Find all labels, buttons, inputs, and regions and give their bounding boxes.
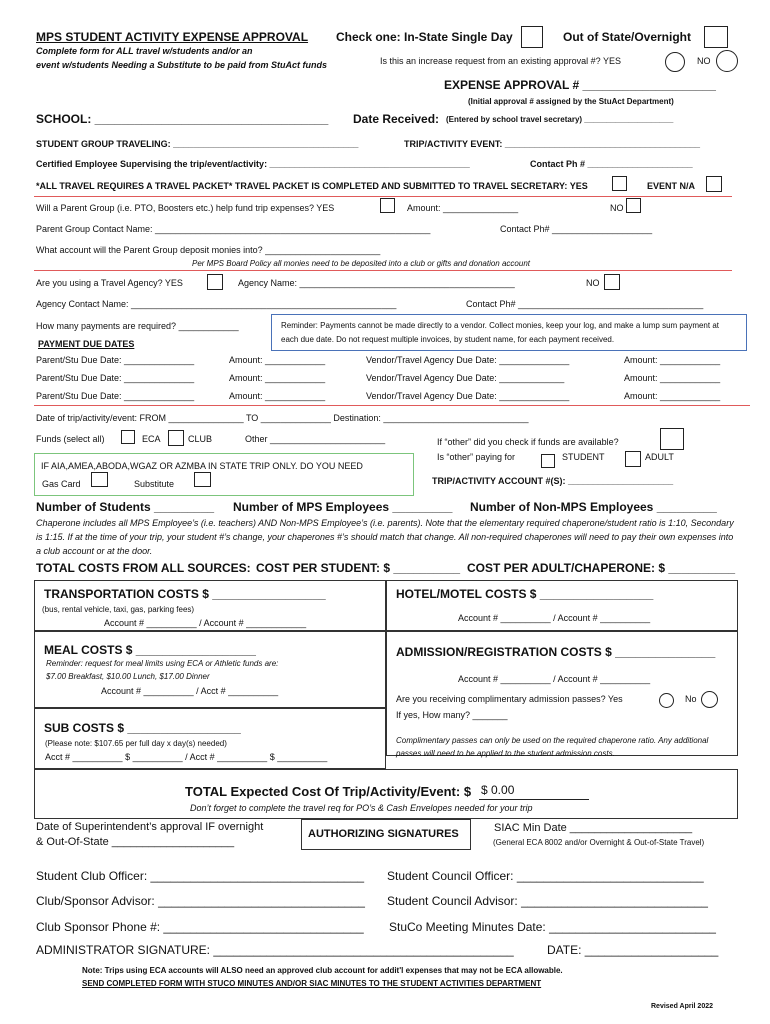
- chaperone-note: Chaperone includes all MPS Employee’s (i.e. teachers) AND Non-MPS Employee’s (i.e. parents). Note that the elementary required chaperone/student ratio is 1:10, Secondary is 1:15. If at the time of your trip, your student #’s change, your chaperones #’s should match that change. All non-required chaperones will need to pay their own expenses into a club account or at the door.: [36, 518, 734, 556]
- increase-no-label: NO: [697, 56, 711, 66]
- travel-packet-yes-checkbox[interactable]: [612, 176, 627, 191]
- student-council-officer-field[interactable]: Student Council Officer: ____________________________: [387, 869, 704, 883]
- parent-contact-name-field[interactable]: Parent Group Contact Name: _______________________________________________________: [36, 224, 431, 234]
- parent-due-date-1[interactable]: Parent/Stu Due Date: ______________: [36, 355, 195, 365]
- school-field[interactable]: SCHOOL: ___________________________________: [36, 112, 329, 126]
- date-received-field[interactable]: (Entered by school travel secretary) ____________________: [446, 115, 674, 124]
- admission-costs-box: [386, 631, 738, 756]
- total-costs-label: TOTAL COSTS FROM ALL SOURCES:: [36, 561, 251, 575]
- revised-date: Revised April 2022: [651, 1003, 713, 1010]
- other-adult-label: ADULT: [645, 452, 674, 462]
- aia-trip-box: [34, 453, 414, 496]
- travel-packet-requirement: *ALL TRAVEL REQUIRES A TRAVEL PACKET* TRAVEL PACKET IS COMPLETED AND SUBMITTED TO TRAVEL SECRETARY: YES: [36, 181, 588, 191]
- trip-dates-destination-field[interactable]: Date of trip/activity/event: FROM _______________ TO ______________ Destination: _____________________________: [36, 413, 529, 423]
- vendor-due-date-3[interactable]: Vendor/Travel Agency Due Date: ______________: [366, 391, 570, 401]
- meal-costs-box: [34, 631, 386, 708]
- in-state-checkbox[interactable]: [521, 26, 543, 48]
- transportation-account-field[interactable]: Account # __________ / Account # ____________: [104, 618, 307, 628]
- payment-reminder-text: Reminder: Payments cannot be made directly to a vendor. Collect monies, keep your log, and make a lump sum payment at each due date. Do not request multiple invoices, by student name, for each payment received.: [281, 321, 719, 344]
- authorizing-signatures-heading: AUTHORIZING SIGNATURES: [308, 828, 459, 840]
- initial-approval-note: (Initial approval # assigned by the StuAct Department): [468, 97, 674, 106]
- increase-yes-radio[interactable]: [665, 52, 685, 72]
- send-completed-form-note: SEND COMPLETED FORM WITH STUCO MINUTES AND/OR SIAC MINUTES TO THE STUDENT ACTIVITIES DEPARTMENT: [82, 979, 542, 988]
- transportation-costs-field[interactable]: TRANSPORTATION COSTS $ _________________: [44, 587, 326, 601]
- club-sponsor-advisor-field[interactable]: Club/Sponsor Advisor: _______________________________: [36, 894, 365, 908]
- funds-available-checkbox[interactable]: [660, 428, 684, 450]
- agency-name-field[interactable]: Agency Name: ___________________________________________: [238, 278, 515, 288]
- authorizing-signatures-box: [301, 819, 471, 850]
- hotel-account-field[interactable]: Account # __________ / Account # __________: [458, 613, 651, 623]
- other-paying-question: Is “other” paying for: [437, 452, 516, 462]
- siac-note: (General ECA 8002 and/or Overnight & Out-of-State Travel): [493, 838, 705, 847]
- event-na-checkbox[interactable]: [706, 176, 722, 192]
- total-value-underline: [479, 799, 589, 800]
- transportation-note: (bus, rental vehicle, taxi, gas, parking fees): [42, 605, 195, 614]
- other-funds-question: If “other” did you check if funds are available?: [437, 437, 619, 447]
- agency-contact-ph-field[interactable]: Contact Ph# _____________________________________: [466, 299, 704, 309]
- increase-no-radio[interactable]: [716, 50, 738, 72]
- travel-req-reminder: Don’t forget to complete the travel req for PO’s & Cash Envelopes needed for your trip: [190, 803, 533, 813]
- siac-min-date-field[interactable]: SIAC Min Date ____________________: [494, 822, 693, 834]
- transportation-costs-box: [34, 580, 386, 631]
- sub-account-field[interactable]: Acct # __________ $ __________ / Acct # __________ $ __________: [45, 752, 328, 762]
- gas-card-checkbox[interactable]: [91, 472, 108, 487]
- payments-required-field[interactable]: How many payments are required? ____________: [36, 321, 239, 331]
- superintendent-approval-line1: Date of Superintendent’s approval IF overnight: [36, 821, 264, 833]
- complimentary-note: Complimentary passes can only be used on the required chaperone ratio. Any additional passes will need to be applied to the student admission costs.: [396, 736, 709, 758]
- administrator-signature-field[interactable]: ADMINISTRATOR SIGNATURE: _____________________________________________: [36, 943, 514, 957]
- student-club-officer-field[interactable]: Student Club Officer: ________________________________: [36, 869, 365, 883]
- other-student-label: STUDENT: [562, 452, 605, 462]
- substitute-checkbox[interactable]: [194, 472, 211, 487]
- stuco-meeting-date-field[interactable]: StuCo Meeting Minutes Date: _________________________: [389, 920, 716, 934]
- how-many-passes-field[interactable]: If yes, How many? _______: [396, 710, 508, 720]
- gas-card-label: Gas Card: [42, 479, 81, 489]
- trip-account-field[interactable]: TRIP/ACTIVITY ACCOUNT #(S): _____________________: [432, 476, 674, 486]
- funds-label: Funds (select all): [36, 434, 105, 444]
- out-of-state-checkbox[interactable]: [704, 26, 728, 48]
- total-expected-cost-label: TOTAL Expected Cost Of Trip/Activity/Event: $: [185, 784, 472, 799]
- hotel-costs-box: [386, 580, 738, 631]
- date-received-label: Date Received:: [353, 112, 440, 126]
- agency-contact-name-field[interactable]: Agency Contact Name: _____________________________________________________: [36, 299, 397, 309]
- travel-agency-yes-checkbox[interactable]: [207, 274, 223, 290]
- sub-costs-note: (Please note: $107.65 per full day x day(s) needed): [45, 739, 227, 748]
- admission-costs-field[interactable]: ADMISSION/REGISTRATION COSTS $ _______________: [396, 645, 716, 659]
- club-label: CLUB: [188, 434, 213, 444]
- form-subtitle-line1: Complete form for ALL travel w/students and/or an: [36, 46, 253, 56]
- form-subtitle-line2: event w/students Needing a Substitute to be paid from StuAct funds: [36, 60, 328, 70]
- travel-agency-question: Are you using a Travel Agency? YES: [36, 278, 183, 288]
- vendor-amount-3[interactable]: Amount: ____________: [624, 391, 721, 401]
- out-of-state-label: Out of State/Overnight: [563, 30, 692, 44]
- eca-accounts-note: Note: Trips using ECA accounts will ALSO need an approved club account for addit'l expenses that may not be ECA allowable.: [82, 966, 563, 975]
- cost-per-adult-field[interactable]: COST PER ADULT/CHAPERONE: $ __________: [467, 561, 736, 575]
- certified-contact-field[interactable]: Contact Ph # _____________________: [530, 159, 693, 169]
- meal-costs-field[interactable]: MEAL COSTS $ __________________: [44, 643, 256, 657]
- eca-checkbox[interactable]: [121, 430, 135, 444]
- other-funds-field[interactable]: Other _______________________: [245, 434, 386, 444]
- payment-due-dates-heading: PAYMENT DUE DATES: [38, 339, 135, 349]
- number-of-mps-employees-field[interactable]: Number of MPS Employees _________: [233, 500, 453, 514]
- aia-trip-note: IF AIA,AMEA,ABODA,WGAZ OR AZMBA IN STATE TRIP ONLY. DO YOU NEED: [41, 461, 363, 471]
- expense-approval-number: EXPENSE APPROVAL # ____________________: [444, 78, 716, 92]
- sub-costs-box: [34, 708, 386, 769]
- club-sponsor-phone-field[interactable]: Club Sponsor Phone #: ______________________________: [36, 920, 364, 934]
- parent-group-question: Will a Parent Group (i.e. PTO, Boosters etc.) help fund trip expenses? YES: [36, 203, 335, 213]
- parent-amount-1[interactable]: Amount: ____________: [229, 355, 326, 365]
- sub-costs-field[interactable]: SUB COSTS $ _________________: [44, 721, 241, 735]
- substitute-label: Substitute: [134, 479, 175, 489]
- form-title: MPS STUDENT ACTIVITY EXPENSE APPROVAL: [36, 30, 309, 44]
- complimentary-question: Are you receiving complimentary admission passes? Yes: [396, 694, 623, 704]
- travel-agency-no-checkbox[interactable]: [604, 274, 620, 290]
- meal-account-field[interactable]: Account # __________ / Acct # __________: [101, 686, 279, 696]
- student-council-advisor-field[interactable]: Student Council Advisor: ____________________________: [387, 894, 708, 908]
- certified-employee-field[interactable]: Certified Employee Supervising the trip/event/activity: ________________________________________: [36, 159, 470, 169]
- parent-due-date-3[interactable]: Parent/Stu Due Date: ______________: [36, 391, 195, 401]
- parent-due-date-2[interactable]: Parent/Stu Due Date: ______________: [36, 373, 195, 383]
- complimentary-no-radio[interactable]: [701, 691, 718, 708]
- complimentary-no-label: No: [685, 694, 697, 704]
- admission-account-field[interactable]: Account # __________ / Account # __________: [458, 674, 651, 684]
- parent-group-yes-checkbox[interactable]: [380, 198, 395, 213]
- travel-agency-no-label: NO: [586, 278, 600, 288]
- cost-per-student-field[interactable]: COST PER STUDENT: $ __________: [256, 561, 461, 575]
- hotel-costs-field[interactable]: HOTEL/MOTEL COSTS $ _________________: [396, 587, 654, 601]
- parent-group-no-checkbox[interactable]: [626, 198, 641, 213]
- other-student-checkbox[interactable]: [541, 454, 555, 468]
- payment-reminder-box: [271, 314, 747, 351]
- event-na-label: EVENT N/A: [647, 181, 696, 191]
- vendor-amount-1[interactable]: Amount: ____________: [624, 355, 721, 365]
- red-divider: [34, 405, 750, 406]
- vendor-due-date-1[interactable]: Vendor/Travel Agency Due Date: ______________: [366, 355, 570, 365]
- board-policy-note: Per MPS Board Policy all monies need to be deposited into a club or gifts and donation account: [192, 259, 530, 268]
- parent-group-no-label: NO: [610, 203, 624, 213]
- parent-amount-2[interactable]: Amount: ____________: [229, 373, 326, 383]
- trip-event-field[interactable]: TRIP/ACTIVITY EVENT: _______________________________________: [404, 139, 701, 149]
- total-expected-cost-box: [34, 769, 738, 819]
- vendor-due-date-2[interactable]: Vendor/Travel Agency Due Date: _____________: [366, 373, 565, 383]
- number-of-students-field[interactable]: Number of Students _________: [36, 500, 215, 514]
- red-divider: [34, 270, 732, 271]
- red-divider: [34, 196, 732, 197]
- club-checkbox[interactable]: [168, 430, 184, 446]
- parent-amount-3[interactable]: Amount: ____________: [229, 391, 326, 401]
- number-of-non-mps-employees-field[interactable]: Number of Non-MPS Employees _________: [470, 500, 717, 514]
- superintendent-approval-date-field[interactable]: & Out-Of-State ____________________: [36, 836, 235, 848]
- increase-question: Is this an increase request from an existing approval #? YES: [380, 56, 621, 66]
- complimentary-yes-radio[interactable]: [659, 693, 674, 708]
- total-expected-cost-value[interactable]: $ 0.00: [481, 783, 515, 797]
- check-one-label: Check one: In-State Single Day: [336, 30, 513, 44]
- meal-reminder-line1: Reminder: request for meal limits using ECA or Athletic funds are:: [46, 659, 279, 668]
- parent-contact-ph-field[interactable]: Contact Ph# ____________________: [500, 224, 653, 234]
- meal-reminder-line2: $7.00 Breakfast, $10.00 Lunch, $17.00 Dinner: [46, 672, 210, 681]
- vendor-amount-2[interactable]: Amount: ____________: [624, 373, 721, 383]
- eca-label: ECA: [142, 434, 161, 444]
- other-adult-checkbox[interactable]: [625, 451, 641, 467]
- admin-date-field[interactable]: DATE: ____________________: [547, 943, 719, 957]
- parent-deposit-account-field[interactable]: What account will the Parent Group deposit monies into? _______________________: [36, 245, 381, 255]
- parent-group-amount-field[interactable]: Amount: _______________: [407, 203, 519, 213]
- student-group-field[interactable]: STUDENT GROUP TRAVELING: _____________________________________: [36, 139, 359, 149]
